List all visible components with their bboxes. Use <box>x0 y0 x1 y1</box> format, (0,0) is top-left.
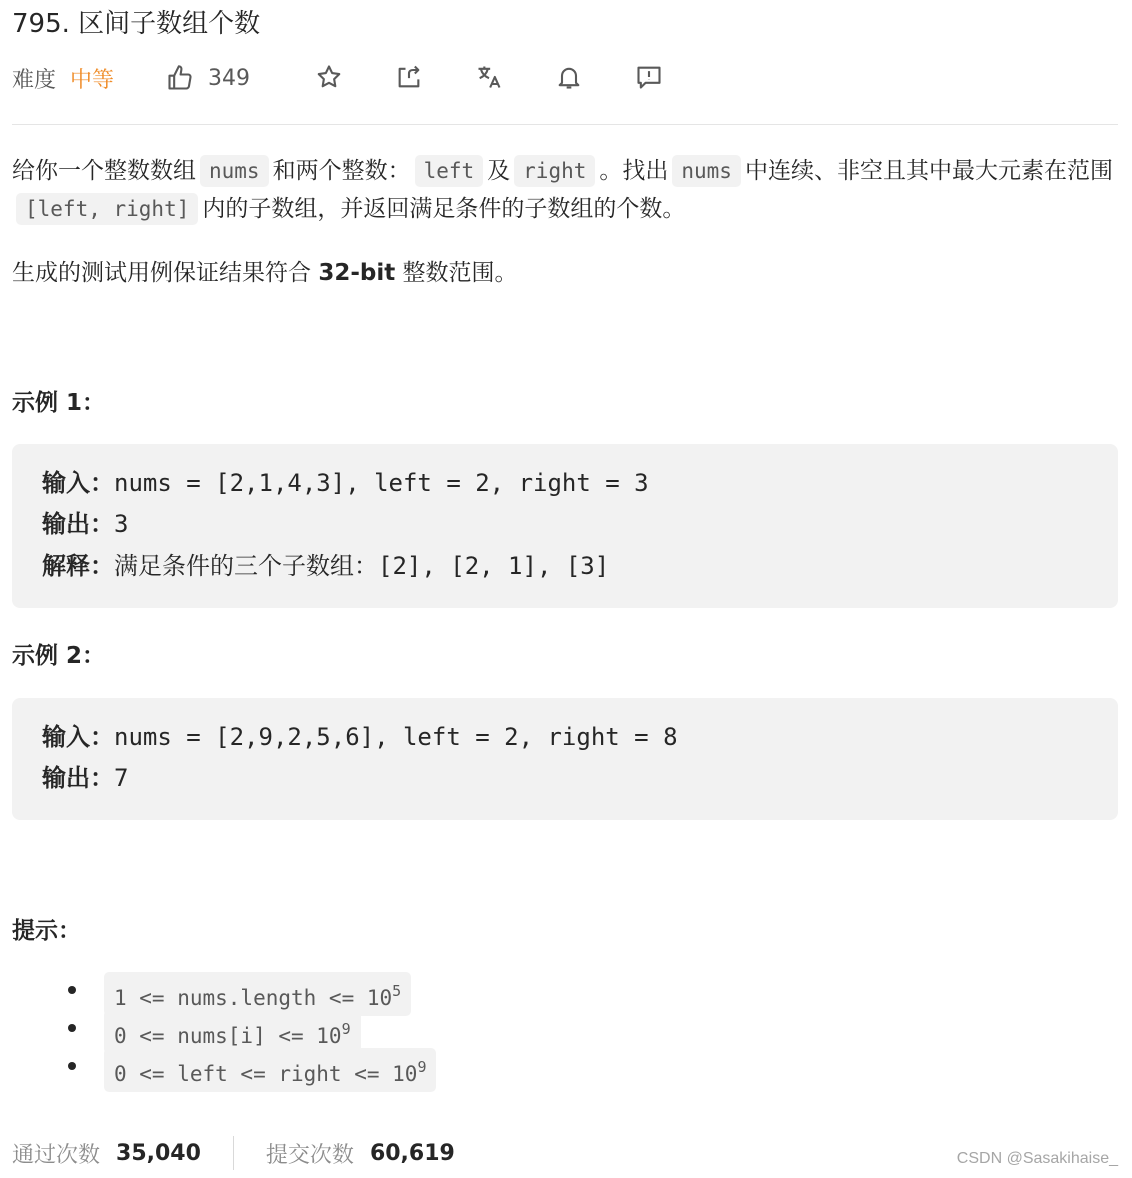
note-bold: 32-bit <box>318 260 396 286</box>
inline-code: right <box>514 155 595 187</box>
note-text: 整数范围。 <box>402 260 518 286</box>
problem-description <box>12 152 1118 228</box>
input-value: nums = [2,9,2,5,6], left = 2, right = 8 <box>114 723 678 751</box>
explain-label: 解释： <box>42 552 114 580</box>
star-icon <box>315 63 343 91</box>
submission-stats <box>12 1136 455 1170</box>
constraint-code <box>104 1048 436 1092</box>
like-count: 349 <box>208 65 251 91</box>
bullet <box>68 1024 76 1032</box>
bullet <box>68 1062 76 1070</box>
example-2-heading: 示例 2： <box>12 643 106 669</box>
translate-button[interactable] <box>475 63 503 91</box>
inline-code: nums <box>200 155 269 187</box>
accepted-label: 通过次数 <box>12 1142 101 1168</box>
problem-meta-bar <box>12 60 250 96</box>
example-2-block <box>12 698 1118 820</box>
difficulty-badge: 中等 <box>70 67 115 93</box>
stats-divider <box>233 1136 234 1170</box>
submissions-label: 提交次数 <box>265 1142 354 1168</box>
share-icon <box>395 63 423 91</box>
explain-value: [2], [2, 1], [3] <box>378 552 610 580</box>
favorite-button[interactable] <box>315 63 343 91</box>
desc-text: 内的子数组，并返回满足条件的子数组的个数。 <box>202 196 686 222</box>
constraint-note <box>12 254 518 292</box>
constraints-heading: 提示： <box>12 918 81 944</box>
difficulty-label: 难度 <box>12 67 57 93</box>
inline-code: [left, right] <box>16 193 198 225</box>
inline-code: nums <box>672 155 741 187</box>
inline-code: left <box>415 155 484 187</box>
feedback-icon <box>635 63 663 91</box>
example-1-heading: 示例 1： <box>12 390 106 416</box>
header-divider <box>12 124 1118 125</box>
desc-text: 。找出 <box>599 158 669 184</box>
input-value: nums = [2,1,4,3], left = 2, right = 3 <box>114 469 649 497</box>
constraint-text: 1 <= nums.length <= 10 <box>114 986 393 1010</box>
constraint-exponent: 9 <box>417 1058 427 1076</box>
example-output-line <box>42 507 128 541</box>
input-label: 输入： <box>42 723 114 751</box>
constraint-exponent: 5 <box>392 982 402 1000</box>
share-button[interactable] <box>395 63 423 91</box>
submissions-count: 60,619 <box>369 1140 455 1166</box>
example-1-block <box>12 444 1118 608</box>
example-explain-line <box>42 549 609 583</box>
constraint-text: 0 <= nums[i] <= 10 <box>114 1024 342 1048</box>
example-input-line <box>42 466 649 500</box>
desc-text: 及 <box>487 158 511 184</box>
explain-text: 满足条件的三个子数组： <box>114 552 378 580</box>
note-text: 生成的测试用例保证结果符合 <box>12 260 311 286</box>
output-value: 7 <box>114 764 129 792</box>
output-label: 输出： <box>42 764 114 792</box>
watermark: CSDN @Sasakihaise_ <box>956 1150 1118 1167</box>
bell-icon <box>555 63 583 91</box>
notification-button[interactable] <box>555 63 583 91</box>
bullet <box>68 986 76 994</box>
feedback-button[interactable] <box>635 63 663 91</box>
accepted-count: 35,040 <box>116 1140 201 1166</box>
output-value: 3 <box>114 510 129 538</box>
desc-text: 和两个整数： <box>272 158 411 184</box>
problem-title: 795. 区间子数组个数 <box>12 9 261 39</box>
example-input-line <box>42 720 678 754</box>
input-label: 输入： <box>42 469 114 497</box>
translate-icon <box>475 63 503 91</box>
desc-text: 中连续、非空且其中最大元素在范围 <box>744 158 1113 184</box>
example-output-line <box>42 761 128 795</box>
constraint-text: 0 <= left <= right <= 10 <box>114 1062 418 1086</box>
output-label: 输出： <box>42 510 114 538</box>
like-button[interactable] <box>166 64 250 92</box>
thumbs-up-icon <box>166 64 194 92</box>
constraint-exponent: 9 <box>341 1020 351 1038</box>
desc-text: 给你一个整数数组 <box>12 158 196 184</box>
